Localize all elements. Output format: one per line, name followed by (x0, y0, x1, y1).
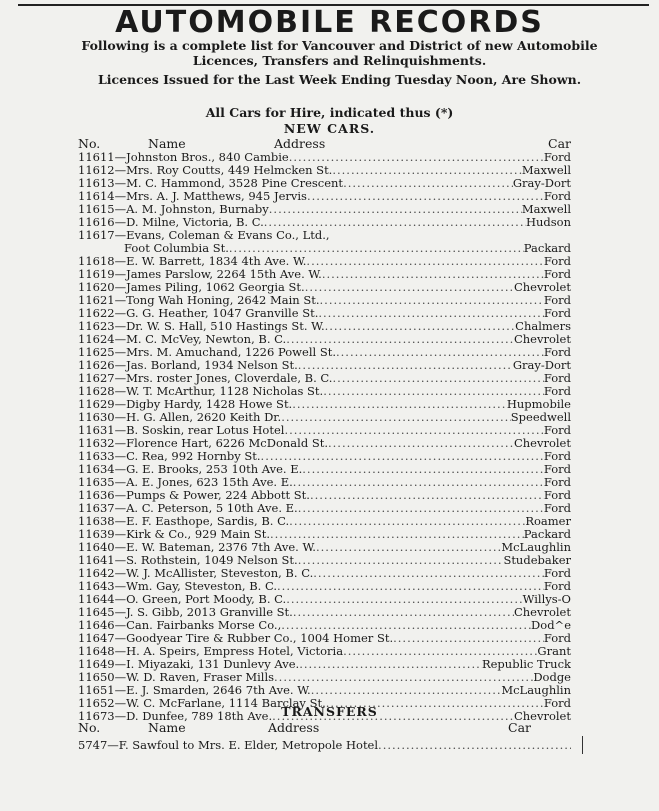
record-row (78, 151, 571, 164)
leader-dots (299, 658, 482, 671)
record-car: Grant (537, 645, 571, 658)
record-row (78, 346, 571, 359)
transfer-column-header (78, 720, 571, 735)
record-entry: 11631—B. Soskin, rear Lotus Hotel (78, 424, 285, 437)
record-entry: 11646—Can. Fairbanks Morse Co., (78, 619, 282, 632)
record-row (78, 463, 571, 476)
record-car: McLaughlin (501, 684, 571, 697)
leader-dots (289, 515, 525, 528)
leader-dots (261, 450, 544, 463)
record-row (78, 632, 571, 645)
intro-paragraph: Following is a complete list for Vancouver and District of new Automobile Licences, Transfers and Relinquishments. (81, 38, 598, 68)
record-row (78, 216, 571, 229)
leader-dots (229, 242, 524, 255)
record-entry: 11618—E. W. Barrett, 1834 4th Ave. W. (78, 255, 307, 268)
record-car: Dodge (533, 671, 571, 684)
record-row (78, 619, 571, 632)
record-car: Ford (543, 372, 571, 385)
leader-dots (332, 164, 522, 177)
record-car: Dod^e (531, 619, 571, 632)
leader-dots (311, 684, 502, 697)
record-row (78, 333, 571, 346)
transfer-col-name: Name (148, 720, 186, 735)
leader-dots (289, 151, 544, 164)
record-entry: 11632—Florence Hart, 6226 McDonald St. (78, 437, 328, 450)
record-entry: 11634—G. E. Brooks, 253 10th Ave. E. (78, 463, 303, 476)
hire-note: All Cars for Hire, indicated thus (*) (205, 105, 454, 120)
record-row (78, 320, 571, 333)
leader-dots (298, 554, 504, 567)
record-car: Ford (543, 580, 571, 593)
record-row (78, 606, 571, 619)
record-car: Chevrolet (513, 281, 571, 294)
record-car: Ford (543, 294, 571, 307)
leader-dots (328, 437, 514, 450)
leader-dots (336, 346, 544, 359)
leader-dots (332, 372, 543, 385)
record-entry: 11620—James Piling, 1062 Georgia St. (78, 281, 305, 294)
record-entry: 11651—E. J. Smarden, 2646 7th Ave. W. (78, 684, 311, 697)
record-row (78, 489, 571, 502)
record-car: Ford (543, 190, 571, 203)
leader-dots (264, 216, 526, 229)
record-car: Ford (543, 385, 571, 398)
record-entry: 11626—Jas. Borland, 1934 Nelson St. (78, 359, 298, 372)
record-entry: 11640—E. W. Bateman, 2376 7th Ave. W. (78, 541, 316, 554)
record-car: Packard (523, 242, 571, 255)
record-car: Gray-Dort (512, 359, 571, 372)
record-entry: 11611—Johnston Bros., 840 Cambie (78, 151, 289, 164)
record-entry: 11635—A. E. Jones, 623 15th Ave. E. (78, 476, 293, 489)
records-list (78, 151, 571, 723)
leader-dots (286, 593, 522, 606)
margin-rule (582, 736, 583, 754)
record-row (78, 580, 571, 593)
record-car: Ford (543, 307, 571, 320)
record-car: Packard (523, 528, 571, 541)
record-entry: 11645—J. S. Gibb, 2013 Granville St. (78, 606, 293, 619)
leader-dots (305, 281, 514, 294)
record-row (78, 554, 571, 567)
leader-dots (313, 567, 544, 580)
record-car: Chevrolet (513, 437, 571, 450)
record-entry: 11638—E. F. Easthope, Sardis, B. C. (78, 515, 290, 528)
record-entry: 11629—Digby Hardy, 1428 Howe St. (78, 398, 293, 411)
record-entry: 11617—Evans, Coleman & Evans Co., Ltd., (78, 229, 330, 242)
leader-dots (306, 255, 543, 268)
record-row (78, 658, 571, 671)
record-entry: 11623—Dr. W. S. Hall, 510 Hastings St. W. (78, 320, 325, 333)
record-car: Ford (543, 489, 571, 502)
record-car: Ford (543, 268, 571, 281)
record-row (78, 255, 571, 268)
record-entry: 11630—H. G. Allen, 2620 Keith Dr. (78, 411, 282, 424)
record-car: Chalmers (515, 320, 571, 333)
leader-dots (302, 463, 544, 476)
record-car: Ford (543, 255, 571, 268)
record-row (78, 437, 571, 450)
record-entry: 11647—Goodyear Tire & Rubber Co., 1004 Homer St. (78, 632, 394, 645)
record-car: Ford (543, 151, 571, 164)
leader-dots (284, 424, 543, 437)
col-car: Car (548, 136, 571, 151)
record-row (78, 164, 571, 177)
record-row (78, 307, 571, 320)
record-row (78, 450, 571, 463)
leader-dots (286, 333, 514, 346)
record-entry: 11615—A. M. Johnston, Burnaby (78, 203, 269, 216)
record-row (78, 567, 571, 580)
record-row (78, 203, 571, 216)
record-car: Ford (543, 463, 571, 476)
leader-dots (343, 177, 513, 190)
record-car: Roamer (525, 515, 571, 528)
record-row (78, 645, 571, 658)
record-car: Ford (543, 424, 571, 437)
record-entry: 11622—G. G. Heather, 1047 Granville St. (78, 307, 319, 320)
record-car: Chevrolet (513, 710, 571, 723)
transfer-col-car: Car (508, 720, 531, 735)
record-row (78, 411, 571, 424)
record-entry: 11636—Pumps & Power, 224 Abbott St. (78, 489, 310, 502)
leader-dots (316, 541, 501, 554)
record-row (78, 385, 571, 398)
record-row (78, 398, 571, 411)
record-row (78, 502, 571, 515)
record-car: McLaughlin (501, 541, 571, 554)
record-row (78, 593, 571, 606)
record-car: Studebaker (503, 554, 571, 567)
leader-dots (293, 476, 544, 489)
record-entry: 11621—Tong Wah Honing, 2642 Main St. (78, 294, 320, 307)
leader-dots (320, 294, 544, 307)
record-row (78, 372, 571, 385)
record-car: Ford (543, 632, 571, 645)
leader-dots (270, 528, 524, 541)
col-address: Address (274, 136, 326, 151)
record-car: Ford (543, 450, 571, 463)
record-car: Ford (543, 346, 571, 359)
leader-dots (298, 502, 544, 515)
transfer-col-address: Address (268, 720, 320, 735)
record-entry: Foot Columbia St. (124, 242, 229, 255)
leader-dots (323, 385, 544, 398)
record-entry: 11627—Mrs. roster Jones, Cloverdale, B. C. (78, 372, 333, 385)
record-car: Ford (543, 476, 571, 489)
leader-dots (298, 359, 513, 372)
leader-dots (269, 203, 522, 216)
record-car: Ford (543, 697, 571, 710)
record-entry: 11628—W. T. McArthur, 1128 Nicholas St. (78, 385, 324, 398)
leader-dots (310, 489, 544, 502)
record-car: Hupmobile (506, 398, 571, 411)
record-entry: 11612—Mrs. Roy Coutts, 449 Helmcken St. (78, 164, 333, 177)
transfers-heading: TRANSFERS (281, 704, 378, 719)
record-row (78, 359, 571, 372)
record-entry: 11673—D. Dunfee, 789 18th Ave. (78, 710, 273, 723)
leader-dots (322, 268, 544, 281)
record-row (78, 242, 571, 255)
record-entry: 11633—C. Rea, 992 Hornby St. (78, 450, 261, 463)
record-car: Ford (543, 567, 571, 580)
record-car: Maxwell (521, 203, 571, 216)
licences-note: Licences Issued for the Last Week Ending Tuesday Noon, Are Shown. (97, 72, 582, 87)
record-car: Chevrolet (513, 606, 571, 619)
record-row (78, 476, 571, 489)
col-no: No. (78, 136, 101, 151)
record-entry: 11616—D. Milne, Victoria, B. C. (78, 216, 264, 229)
leader-dots (292, 398, 507, 411)
new-cars-heading: NEW CARS. (283, 121, 376, 136)
record-row (78, 294, 571, 307)
record-entry: 11648—H. A. Speirs, Empress Hotel, Victoria (78, 645, 344, 658)
leader-dots (281, 619, 531, 632)
record-row (78, 424, 571, 437)
record-row (78, 268, 571, 281)
record-car: Willys-O (522, 593, 571, 606)
record-entry: 11643—Wm. Gay, Steveston, B. C. (78, 580, 278, 593)
transfer-col-no: No. (78, 720, 101, 735)
record-entry: 11613—M. C. Hammond, 3528 Pine Crescent (78, 177, 344, 190)
record-row (78, 515, 571, 528)
leader-dots (281, 411, 511, 424)
record-car: Maxwell (521, 164, 571, 177)
leader-dots (393, 632, 544, 645)
record-row (78, 229, 571, 242)
record-row (78, 671, 571, 684)
record-car: Chevrolet (513, 333, 571, 346)
record-car: Republic Truck (481, 658, 571, 671)
record-row (78, 177, 571, 190)
record-entry: 11624—M. C. McVey, Newton, B. C. (78, 333, 287, 346)
record-row (78, 541, 571, 554)
leader-dots (318, 307, 544, 320)
leader-dots (274, 671, 533, 684)
record-row (78, 684, 571, 697)
record-entry: 11652—W. C. McFarlane, 1114 Barclay St. (78, 697, 326, 710)
leader-dots (343, 645, 537, 658)
leader-dots (378, 738, 571, 752)
record-entry: 11637—A. C. Peterson, 5 10th Ave. E. (78, 502, 298, 515)
record-entry: 11641—S. Rothstein, 1049 Nelson St. (78, 554, 298, 567)
record-entry: 11644—O. Green, Port Moody, B. C. (78, 593, 287, 606)
record-row (78, 528, 571, 541)
col-name: Name (148, 136, 186, 151)
leader-dots (325, 320, 516, 333)
transfer-entry: 5747—F. Sawfoul to Mrs. E. Elder, Metropole Hotel (78, 738, 379, 752)
record-entry: 11650—W. D. Raven, Fraser Mills (78, 671, 275, 684)
record-car: Gray-Dort (512, 177, 571, 190)
leader-dots (277, 580, 544, 593)
record-entry: 11625—Mrs. M. Amuchand, 1226 Powell St. (78, 346, 336, 359)
page-title: AUTOMOBILE RECORDS (115, 5, 544, 40)
record-entry: 11649—I. Miyazaki, 131 Dunlevy Ave. (78, 658, 300, 671)
leader-dots (307, 190, 544, 203)
record-car: Speedwell (510, 411, 571, 424)
transfer-row (78, 738, 571, 752)
column-header (78, 136, 571, 151)
record-car: Hudson (525, 216, 571, 229)
record-entry: 11642—W. J. McAllister, Steveston, B. C. (78, 567, 314, 580)
record-row (78, 190, 571, 203)
record-car: Ford (543, 502, 571, 515)
leader-dots (293, 606, 514, 619)
record-entry: 11639—Kirk & Co., 929 Main St. (78, 528, 270, 541)
record-row (78, 281, 571, 294)
record-entry: 11619—James Parslow, 2264 15th Ave. W. (78, 268, 322, 281)
record-entry: 11614—Mrs. A. J. Matthews, 945 Jervis (78, 190, 307, 203)
